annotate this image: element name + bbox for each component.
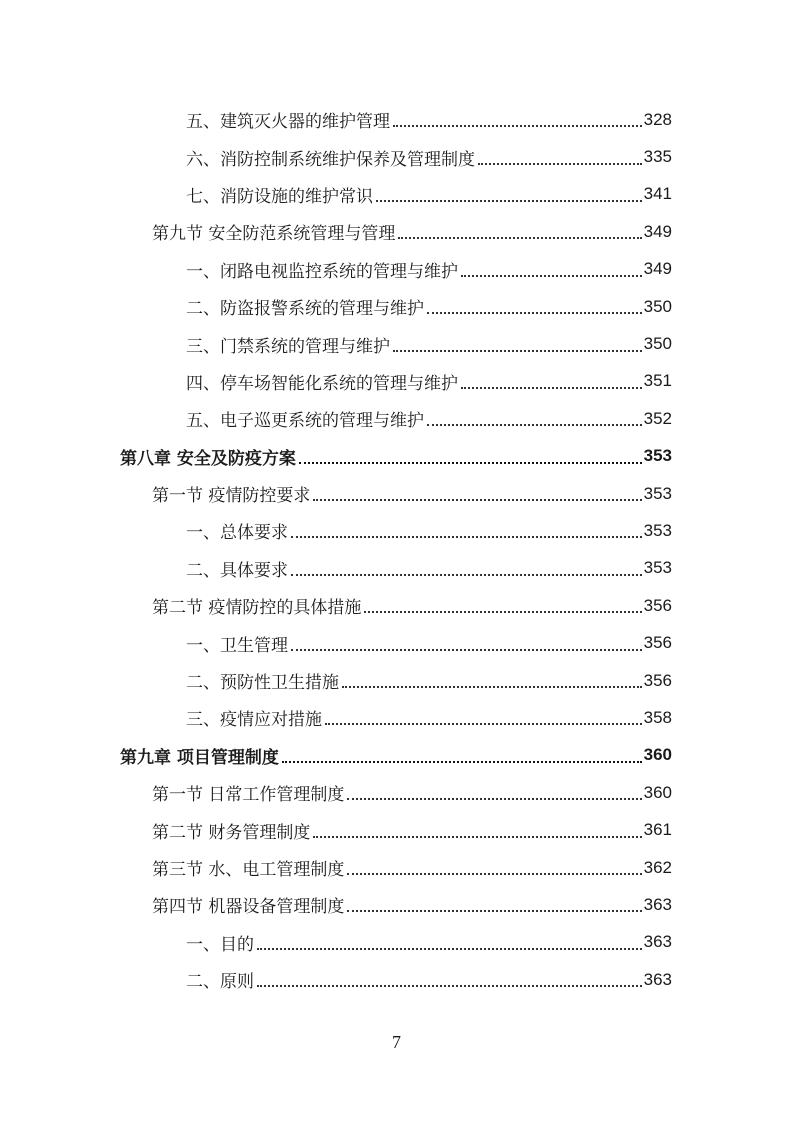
toc-entry-page: 363 (643, 969, 672, 989)
dot-leader (461, 386, 642, 389)
dot-leader (325, 722, 642, 725)
dot-leader (427, 423, 642, 426)
toc-entry[interactable] (0, 101, 793, 138)
toc-entry-page: 353 (643, 446, 672, 466)
dot-leader (342, 685, 642, 688)
table-of-contents (0, 101, 793, 998)
toc-entry-page: 353 (643, 520, 672, 540)
dot-leader (282, 760, 642, 763)
toc-entry-page: 350 (643, 296, 672, 316)
toc-entry-title: 四、停车场智能化系统的管理与维护 (186, 369, 460, 394)
dot-leader (291, 535, 642, 538)
toc-entry-title: 二、原则 (186, 967, 256, 992)
dot-leader (478, 162, 642, 165)
toc-entry-title: 三、疫情应对措施 (186, 705, 324, 730)
toc-entry-page: 363 (643, 894, 672, 914)
dot-leader (347, 909, 641, 912)
toc-entry-page: 361 (643, 820, 672, 840)
toc-entry-title: 第三节 水、电工管理制度 (152, 855, 346, 880)
toc-entry-title: 五、电子巡更系统的管理与维护 (186, 406, 426, 431)
dot-leader (313, 498, 641, 501)
dot-leader (393, 124, 642, 127)
page-number: 7 (392, 1032, 401, 1052)
toc-entry-title: 一、卫生管理 (186, 631, 290, 656)
toc-entry-title: 一、总体要求 (186, 518, 290, 543)
toc-entry-page: 360 (643, 745, 672, 765)
toc-entry-page: 363 (643, 932, 672, 952)
toc-entry[interactable] (0, 475, 793, 512)
toc-entry-title: 二、预防性卫生措施 (186, 668, 341, 693)
toc-entry-title: 第九节 安全防范系统管理与管理 (152, 219, 397, 244)
toc-entry-title: 第一节 日常工作管理制度 (152, 780, 346, 805)
toc-entry-title: 第二节 财务管理制度 (152, 818, 312, 843)
dot-leader (299, 461, 642, 464)
toc-entry-title: 第一节 疫情防控要求 (152, 481, 312, 506)
dot-leader (427, 311, 642, 314)
toc-entry[interactable] (0, 961, 793, 998)
toc-entry-page: 358 (643, 707, 672, 727)
toc-entry-page: 335 (643, 147, 672, 167)
toc-entry-title: 一、闭路电视监控系统的管理与维护 (186, 257, 460, 282)
toc-entry[interactable] (0, 363, 793, 400)
toc-entry-title: 七、消防设施的维护常识 (186, 182, 375, 207)
toc-entry[interactable] (0, 550, 793, 587)
toc-entry-title: 三、门禁系统的管理与维护 (186, 332, 392, 357)
toc-entry-page: 328 (643, 109, 672, 129)
toc-entry[interactable] (0, 624, 793, 661)
toc-entry-page: 360 (643, 782, 672, 802)
toc-entry[interactable] (0, 325, 793, 362)
toc-chapter-entry[interactable] (0, 438, 793, 475)
toc-entry[interactable] (0, 662, 793, 699)
toc-entry[interactable] (0, 886, 793, 923)
toc-entry[interactable] (0, 924, 793, 961)
toc-entry-page: 350 (643, 334, 672, 354)
toc-entry-page: 356 (643, 633, 672, 653)
toc-entry[interactable] (0, 849, 793, 886)
toc-entry[interactable] (0, 512, 793, 549)
toc-chapter-entry[interactable] (0, 737, 793, 774)
toc-entry-title: 第四节 机器设备管理制度 (152, 892, 346, 917)
toc-entry-title: 一、目的 (186, 930, 256, 955)
toc-entry-page: 362 (643, 857, 672, 877)
toc-entry-title: 五、建筑灭火器的维护管理 (186, 107, 392, 132)
dot-leader (347, 872, 641, 875)
toc-entry-title: 第二节 疫情防控的具体措施 (152, 593, 363, 618)
toc-entry-title: 六、消防控制系统维护保养及管理制度 (186, 145, 477, 170)
dot-leader (376, 199, 642, 202)
toc-entry[interactable] (0, 400, 793, 437)
toc-entry-page: 356 (643, 670, 672, 690)
dot-leader (347, 797, 641, 800)
toc-entry-title: 二、防盗报警系统的管理与维护 (186, 294, 426, 319)
toc-entry[interactable] (0, 811, 793, 848)
toc-entry[interactable] (0, 288, 793, 325)
toc-entry-page: 353 (643, 483, 672, 503)
toc-entry-title: 第八章 安全及防疫方案 (120, 444, 298, 469)
toc-entry-page: 351 (643, 371, 672, 391)
toc-entry-page: 341 (643, 184, 672, 204)
toc-entry-title: 二、具体要求 (186, 556, 290, 581)
toc-entry[interactable] (0, 251, 793, 288)
dot-leader (291, 648, 642, 651)
dot-leader (291, 573, 642, 576)
toc-entry-page: 349 (643, 221, 672, 241)
dot-leader (257, 984, 642, 987)
dot-leader (398, 236, 641, 239)
dot-leader (364, 610, 641, 613)
toc-entry[interactable] (0, 176, 793, 213)
toc-entry-page: 349 (643, 259, 672, 279)
toc-entry[interactable] (0, 587, 793, 624)
dot-leader (393, 349, 642, 352)
toc-entry-title: 第九章 项目管理制度 (120, 743, 281, 768)
toc-entry[interactable] (0, 699, 793, 736)
dot-leader (461, 274, 642, 277)
toc-entry[interactable] (0, 213, 793, 250)
toc-entry-page: 353 (643, 558, 672, 578)
toc-entry[interactable] (0, 774, 793, 811)
toc-entry-page: 356 (643, 595, 672, 615)
dot-leader (313, 835, 641, 838)
dot-leader (257, 947, 642, 950)
toc-entry[interactable] (0, 138, 793, 175)
toc-entry-page: 352 (643, 408, 672, 428)
